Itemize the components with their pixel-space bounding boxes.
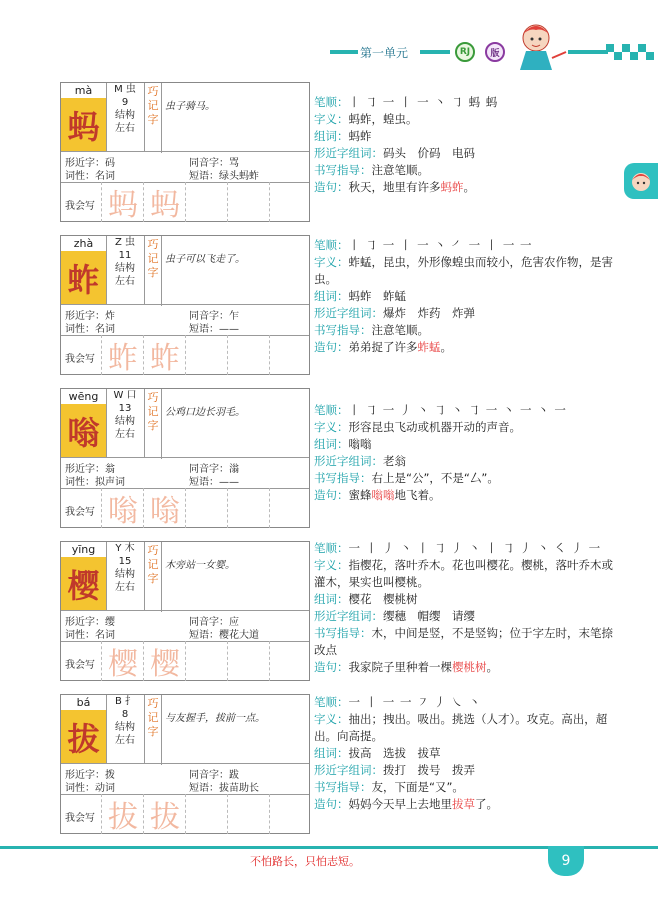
mnemonic-label: 巧 记 字 — [145, 236, 162, 306]
char-meta — [106, 236, 145, 304]
char-card-ba — [60, 694, 310, 834]
blank-box[interactable] — [185, 641, 228, 681]
mnemonic-label: 巧 记 字 — [145, 83, 162, 153]
radical: 虫 — [125, 237, 136, 248]
header-line-right — [420, 50, 450, 54]
stroke-count: 11 — [118, 250, 132, 261]
homophone: 同音字：跋 — [189, 770, 239, 781]
blank-box[interactable] — [185, 488, 228, 528]
char-info — [61, 151, 309, 183]
similar-words: 拨打 拨号 拨弄 — [383, 763, 475, 777]
blank-box[interactable] — [227, 794, 270, 834]
index-letter: B — [114, 696, 122, 707]
write-label: 我会写 — [65, 201, 95, 212]
structure-label: 结构 — [115, 416, 135, 427]
structure-value: 左右 — [115, 735, 135, 746]
detail-ma: 笔顺：丨 ㇆ 一 丨 一 丶 ㇆ 蚂 蚂 字义：蚂蚱，蝗虫。 组词：蚂蚱 形近字组词：码头 价码 电码 书写指导：注意笔顺。 造句：秋天，地里有许多蚂蚱。 — [314, 95, 499, 194]
big-character: 拔 — [61, 710, 106, 763]
write-label: 我会写 — [65, 354, 95, 365]
trace-char: 嗡 — [101, 488, 144, 528]
writing-tip: 木，中间是竖，不是竖钩；位于字左时，末笔捺改点 — [314, 626, 613, 657]
blank-box[interactable] — [227, 488, 270, 528]
part-of-speech: 词性：名词 — [65, 630, 115, 641]
stroke-order: 一 丨 丿 丶 丨 ㇆ 丿 丶 丨 ㇆ 丿 丶 ㇛ 丿 一 — [348, 541, 602, 555]
trace-char: 樱 — [143, 641, 186, 681]
phrase: 短语：—— — [189, 324, 239, 335]
meaning: 抽出；拽出。吸出。挑选（人才）。攻克。高出，超出。向高提。 — [314, 712, 608, 743]
footer-motto: 不怕路长，只怕志短。 — [250, 855, 360, 868]
blank-box[interactable] — [269, 182, 312, 222]
similar-words: 老翁 — [383, 454, 406, 468]
blank-box[interactable] — [227, 335, 270, 375]
blank-box[interactable] — [185, 182, 228, 222]
similar-words: 缨穗 帽缨 请缨 — [383, 609, 475, 623]
pinyin: bá — [61, 695, 106, 711]
similar-char: 形近字：码 — [65, 158, 115, 169]
unit-title: 第一单元 — [360, 46, 409, 60]
index-letter: M — [114, 84, 123, 95]
mnemonic-text: 公鸡口边长羽毛。 — [165, 407, 245, 418]
detail-ba: 笔顺：一 丨 一 一 ㇇ 丿 ㇏ 丶 字义：抽出；拽出。吸出。挑选（人才）。攻克。高出，超出。向高提。 组词：拔高 选拔 拔草 形近字组词：拨打 拨号 拨弄 书写指导：友，下面是“又”。 造句：妈妈今天早上去地里拔草了。 — [314, 695, 608, 811]
trace-char: 拔 — [143, 794, 186, 834]
part-of-speech: 词性：拟声词 — [65, 477, 125, 488]
pinyin: mà — [61, 83, 106, 99]
homophone: 同音字：滃 — [189, 464, 239, 475]
similar-char: 形近字：缨 — [65, 617, 115, 628]
meaning: 蚂蚱，蝗虫。 — [348, 112, 418, 126]
mnemonic-text: 与友握手，拔前一点。 — [165, 713, 265, 724]
structure-value: 左右 — [115, 429, 135, 440]
blank-box[interactable] — [269, 335, 312, 375]
trace-char: 蚂 — [101, 182, 144, 222]
sentence: 秋天，地里有许多蚂蚱。 — [348, 180, 475, 194]
stroke-count: 15 — [118, 556, 132, 567]
word-group: 嗡嗡 — [348, 437, 372, 451]
trace-char: 嗡 — [143, 488, 186, 528]
word-group: 蚂蚱 — [348, 129, 372, 143]
detail-weng: 笔顺：丨 ㇆ 一 丿 丶 ㇆ 丶 ㇆ 一 丶 一 丶 一 字义：形容昆虫飞动或机器开动的声音。 组词：嗡嗡 形近字组词：老翁 书写指导：右上是“公”，不是“厶”。 造句：蜜蜂嗡嗡地飞着。 — [314, 403, 567, 502]
detail-ying: 笔顺：一 丨 丿 丶 丨 ㇆ 丿 丶 丨 ㇆ 丿 丶 ㇛ 丿 一 字义：指樱花，落叶乔木。花也叫樱花。樱桃，落叶乔木或灌木，果实也叫樱桃。 组词：樱花 樱桃树 形近字组词：缨穗 帽缨 请缨 书写指导：木，中间是竖，不是竖钩；位于字左时，末笔捺改点 造句：我家院子里种着一棵樱桃树。 — [314, 541, 613, 674]
sentence: 我家院子里种着一棵樱桃树。 — [348, 660, 498, 674]
writing-tip: 右上是“公”，不是“厶”。 — [371, 471, 499, 485]
char-info — [61, 304, 309, 336]
trace-char: 蚱 — [143, 335, 186, 375]
similar-words: 码头 价码 电码 — [383, 146, 475, 160]
char-card-ma — [60, 82, 310, 222]
meaning: 形容昆虫飞动或机器开动的声音。 — [348, 420, 521, 434]
word-group: 蚂蚱 蚱蜢 — [348, 289, 406, 303]
meaning: 蚱蜢，昆虫，外形像蝗虫而较小，危害农作物，是害虫。 — [314, 255, 613, 286]
phrase: 短语：拔苗助长 — [189, 783, 259, 794]
stroke-count: 8 — [121, 709, 129, 720]
radical: 虫 — [125, 84, 136, 95]
mnemonic-text: 木旁站一女婴。 — [165, 560, 235, 571]
char-meta — [106, 83, 145, 151]
writing-tip: 友，下面是“又”。 — [371, 780, 464, 794]
char-meta — [106, 389, 145, 457]
char-card-zha — [60, 235, 310, 375]
char-box — [61, 236, 107, 304]
similar-char: 形近字：翁 — [65, 464, 115, 475]
mnemonic-label: 巧 记 字 — [145, 695, 162, 765]
girl-mascot-icon — [508, 18, 568, 74]
writing-tip: 注意笔顺。 — [371, 323, 429, 337]
stroke-count: 13 — [118, 403, 132, 414]
big-character: 嗡 — [61, 404, 106, 457]
side-tab — [624, 163, 658, 199]
blank-box[interactable] — [269, 488, 312, 528]
similar-char: 形近字：拨 — [65, 770, 115, 781]
structure-label: 结构 — [115, 722, 135, 733]
stroke-order: 丨 ㇆ 一 丨 一 丶 ㇆ 蚂 蚂 — [348, 95, 499, 109]
homophone: 同音字：乍 — [189, 311, 239, 322]
write-label: 我会写 — [65, 507, 95, 518]
page-header — [0, 0, 658, 92]
stroke-order: 丨 ㇆ 一 丨 一 丶 ㇒ 一 丨 一 一 — [348, 238, 533, 252]
homophone: 同音字：骂 — [189, 158, 239, 169]
pinyin: zhà — [61, 236, 106, 252]
phrase: 短语：—— — [189, 477, 239, 488]
phrase: 短语：绿头蚂蚱 — [189, 171, 259, 182]
pinyin: wēng — [61, 389, 106, 405]
detail-zha: 笔顺：丨 ㇆ 一 丨 一 丶 ㇒ 一 丨 一 一 字义：蚱蜢，昆虫，外形像蝗虫而较小，危害农作物，是害虫。 组词：蚂蚱 蚱蜢 形近字组词：爆炸 炸药 炸弹 书写指导：注意笔顺。 造句：弟弟捉了许多蚱蜢。 — [314, 238, 613, 354]
phrase: 短语：樱花大道 — [189, 630, 259, 641]
char-info — [61, 610, 309, 642]
word-group: 拔高 选拔 拔草 — [348, 746, 441, 760]
char-card-ying — [60, 541, 310, 681]
trace-char: 拔 — [101, 794, 144, 834]
char-card-weng — [60, 388, 310, 528]
blank-box[interactable] — [227, 641, 270, 681]
page-number: 9 — [548, 846, 584, 876]
mnemonic-label: 巧 记 字 — [145, 389, 162, 459]
char-box — [61, 695, 107, 763]
meaning: 指樱花，落叶乔木。花也叫樱花。樱桃，落叶乔木或灌木，果实也叫樱桃。 — [314, 558, 613, 589]
writing-tip: 注意笔顺。 — [371, 163, 429, 177]
write-label: 我会写 — [65, 813, 95, 824]
stroke-order: 丨 ㇆ 一 丿 丶 ㇆ 丶 ㇆ 一 丶 一 丶 一 — [348, 403, 567, 417]
sentence: 蜜蜂嗡嗡地飞着。 — [348, 488, 441, 502]
trace-char: 蚱 — [101, 335, 144, 375]
char-info — [61, 457, 309, 489]
blank-box[interactable] — [185, 794, 228, 834]
sentence: 弟弟捉了许多蚱蜢。 — [348, 340, 452, 354]
trace-char: 蚂 — [143, 182, 186, 222]
blank-box[interactable] — [185, 335, 228, 375]
big-character: 樱 — [61, 557, 106, 610]
mnemonic-label: 巧 记 字 — [145, 542, 162, 612]
char-info — [61, 763, 309, 795]
similar-words: 爆炸 炸药 炸弹 — [383, 306, 475, 320]
part-of-speech: 词性：动词 — [65, 783, 115, 794]
big-character: 蚱 — [61, 251, 106, 304]
blank-box[interactable] — [269, 794, 312, 834]
checker-pattern-icon — [606, 44, 658, 60]
radical: 扌 — [125, 696, 136, 707]
pinyin: yīng — [61, 542, 106, 558]
structure-label: 结构 — [115, 263, 135, 274]
girl-face-icon — [624, 163, 658, 199]
write-label: 我会写 — [65, 660, 95, 671]
structure-label: 结构 — [115, 110, 135, 121]
stroke-order: 一 丨 一 一 ㇇ 丿 ㇏ 丶 — [348, 695, 482, 709]
big-character: 蚂 — [61, 98, 106, 151]
homophone: 同音字：应 — [189, 617, 239, 628]
char-box — [61, 389, 107, 457]
structure-value: 左右 — [115, 276, 135, 287]
blank-box[interactable] — [269, 641, 312, 681]
char-meta — [106, 695, 145, 763]
sentence: 妈妈今天早上去地里拔草了。 — [348, 797, 498, 811]
mnemonic-text: 虫子骑马。 — [165, 101, 215, 112]
header-line-far — [568, 50, 608, 54]
structure-value: 左右 — [115, 582, 135, 593]
word-group: 樱花 樱桃树 — [348, 592, 418, 606]
mnemonic-text: 虫子可以飞走了。 — [165, 254, 245, 265]
radical: 木 — [124, 543, 135, 554]
index-letter: Z — [114, 237, 122, 248]
index-letter: W — [113, 390, 124, 401]
part-of-speech: 词性：名词 — [65, 171, 115, 182]
trace-char: 樱 — [101, 641, 144, 681]
rj-badge: RJ — [455, 42, 475, 62]
edition-badge: 版 — [485, 42, 505, 62]
header-line-left — [330, 50, 358, 54]
similar-char: 形近字：炸 — [65, 311, 115, 322]
index-letter: Y — [115, 543, 122, 554]
char-box — [61, 83, 107, 151]
radical: 口 — [126, 390, 137, 401]
stroke-count: 9 — [121, 97, 129, 108]
char-box — [61, 542, 107, 610]
structure-label: 结构 — [115, 569, 135, 580]
blank-box[interactable] — [227, 182, 270, 222]
structure-value: 左右 — [115, 123, 135, 134]
char-meta — [106, 542, 145, 610]
part-of-speech: 词性：名词 — [65, 324, 115, 335]
